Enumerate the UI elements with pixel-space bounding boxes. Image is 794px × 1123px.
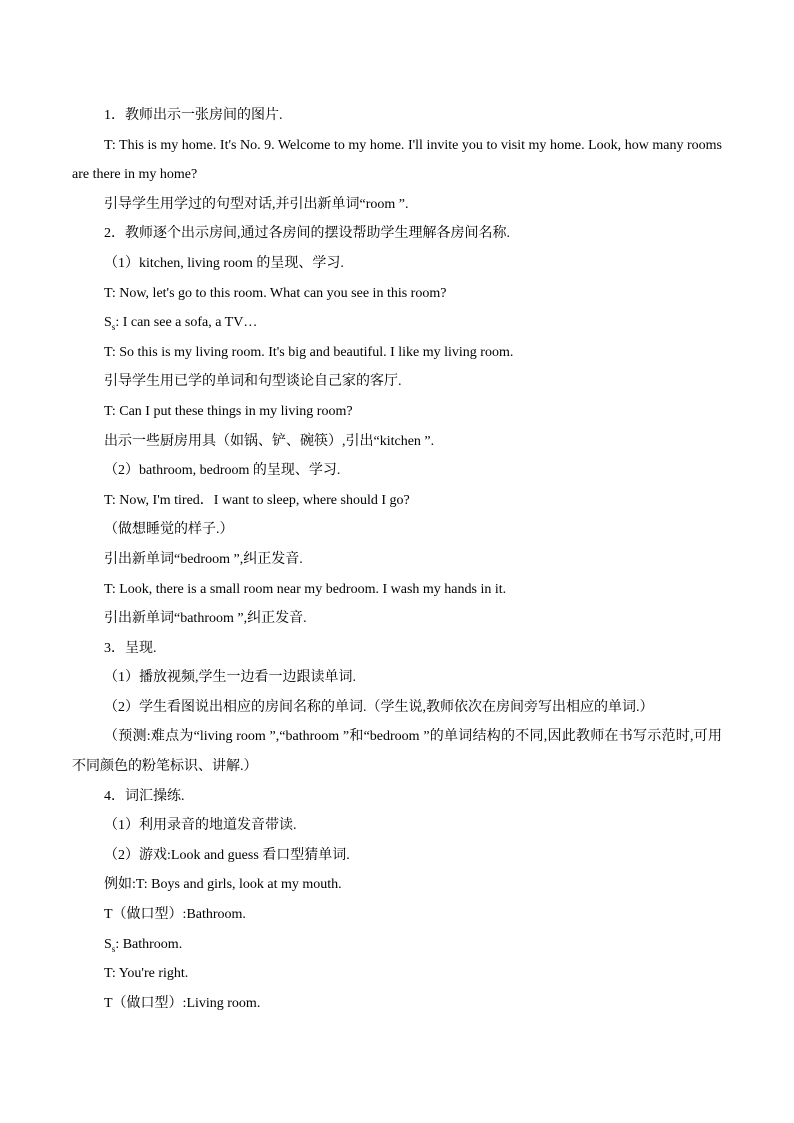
teacher-line: T（做口型）:Bathroom. [104, 907, 246, 923]
step-2-heading: 2．教师逐个出示房间,通过各房间的摆设帮助学生理解各房间名称. [104, 226, 510, 242]
speaker-label: S [104, 936, 112, 952]
instruction-line: 引导学生用已学的单词和句型谈论自己家的客厅. [104, 374, 402, 390]
teacher-line: T: You're right. [104, 966, 189, 982]
step-1-heading: 1．教师出示一张房间的图片. [104, 108, 283, 123]
instruction-line: 引导学生用学过的句型对话,并引出新单词“room ”. [104, 196, 409, 212]
substep-line: （2）游戏:Look and guess 看口型猜单词. [104, 847, 350, 863]
teacher-line: T: Now, let's go to this room. What can you see in this room? [104, 285, 447, 301]
student-line [72, 930, 722, 960]
speaker-label: S [104, 315, 112, 331]
student-line-text: : Bathroom. [115, 936, 183, 952]
step-3-heading: 3．呈现. [104, 640, 157, 656]
student-line [72, 308, 722, 338]
substep-heading: （2）bathroom, bedroom 的呈现、学习. [104, 463, 341, 479]
document-body [72, 101, 722, 1018]
instruction-line: 出示一些厨房用具（如锅、铲、碗筷）,引出“kitchen ”. [104, 433, 435, 449]
example-line: 例如:T: Boys and girls, look at my mouth. [104, 877, 342, 893]
substep-line: （1）利用录音的地道发音带读. [104, 818, 297, 834]
instruction-line: 引出新单词“bedroom ”,纠正发音. [104, 551, 303, 567]
substep-heading: （1）kitchen, living room 的呈现、学习. [104, 255, 344, 271]
step-4-heading: 4．词汇操练. [104, 788, 185, 804]
teacher-line: T: Can I put these things in my living room? [104, 403, 353, 419]
speaker-subscript: s [111, 321, 116, 332]
teacher-line: T: Look, there is a small room near my bedroom. I wash my hands in it. [104, 581, 507, 597]
teacher-line: T（做口型）:Living room. [104, 995, 261, 1011]
teacher-line-welcome: T: This is my home. It's No. 9. Welcome to my home. I'll invite you to visit my home. Look, how many rooms are there in my home? [72, 137, 722, 183]
student-line-text: : I can see a sofa, a TV… [115, 315, 258, 331]
instruction-line: 引出新单词“bathroom ”,纠正发音. [104, 611, 307, 627]
teacher-line: T: So this is my living room. It's big and beautiful. I like my living room. [104, 344, 514, 360]
teacher-line: T: Now, I'm tired．I want to sleep, where should I go? [104, 492, 410, 508]
substep-line: （2）学生看图说出相应的房间名称的单词.（学生说,教师依次在房间旁写出相应的单词.） [104, 699, 654, 715]
prediction-note: （预测:难点为“living room ”,“bathroom ”和“bedroom ”的单词结构的不同,因此教师在书写示范时,可用不同颜色的粉笔标识、讲解.） [72, 729, 722, 775]
stage-direction: （做想睡觉的样子.） [104, 522, 234, 538]
speaker-subscript: s [111, 943, 116, 954]
substep-line: （1）播放视频,学生一边看一边跟读单词. [104, 670, 356, 686]
